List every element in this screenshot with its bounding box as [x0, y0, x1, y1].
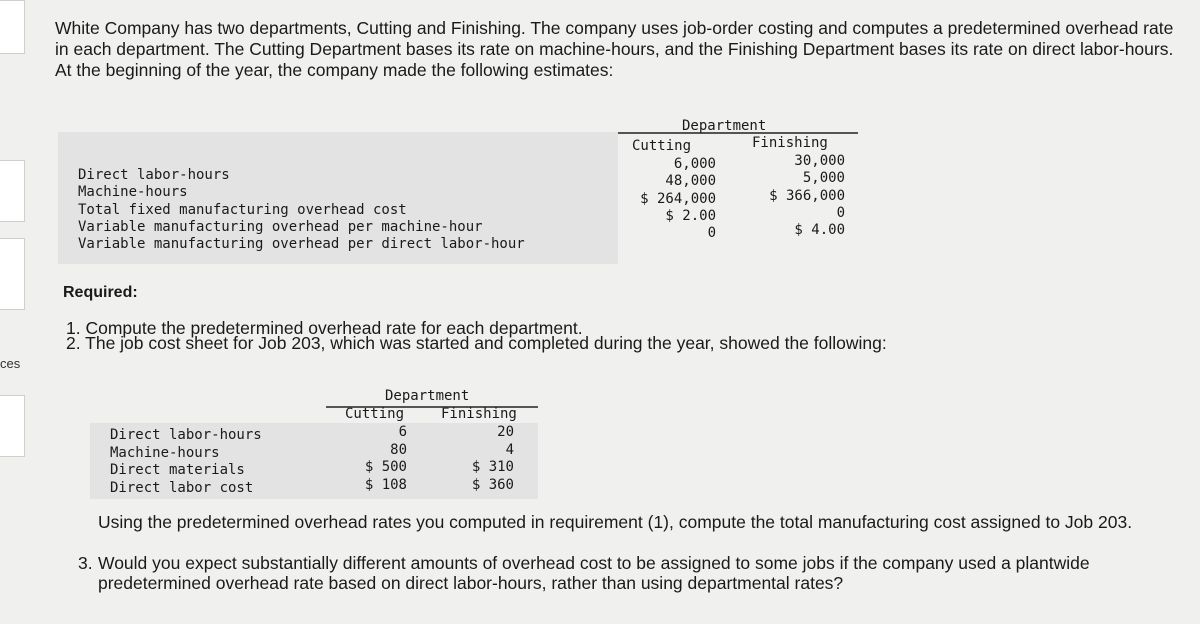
- question-2-continued: Using the predetermined overhead rates you computed in requirement (1), compute the total manufacturing cost assigned to Job 203.: [98, 512, 1133, 532]
- question-2: 2. The job cost sheet for Job 203, which was started and completed during the year, showed the following:: [66, 333, 887, 353]
- estimates-col-cutting: Cutting: [632, 138, 692, 154]
- job-department-header: Department: [385, 388, 470, 404]
- estimates-finishing-values: [769, 153, 845, 239]
- sidebar-edge-card: [0, 160, 25, 222]
- estimates-row-labels: [78, 167, 525, 253]
- estimates-cell: 48,000: [665, 173, 716, 190]
- estimates-department-header: Department: [682, 118, 767, 134]
- estimates-row-label: Variable manufacturing overhead per machine-hour: [78, 218, 483, 235]
- job-cell: 80: [390, 441, 407, 458]
- question-3-number: 3.: [78, 553, 93, 573]
- job-cell: 20: [497, 424, 514, 440]
- job-row-label: Direct materials: [110, 462, 245, 478]
- estimates-row-label: Direct labor-hours: [78, 167, 230, 183]
- estimates-row-label: Total fixed manufacturing overhead cost: [78, 201, 407, 218]
- job-cell: $ 310: [471, 459, 514, 475]
- problem-intro: White Company has two departments, Cutting and Finishing. The company uses job-order costing and computes a predetermined overhead rate in each department. The Cutting Department bases its rate on machine-hours, and the Finishing Department bases its rate on direct labor-hours. At the beginning of the year, the company made the following estimates:: [55, 18, 1174, 80]
- question-3: Would you expect substantially different amounts of overhead cost to be assigned to some jobs if the company used a plantwide predetermined overhead rate based on direct labor-hours, rather than using departmental rates?: [98, 553, 1090, 593]
- estimates-row-label: Machine-hours: [78, 184, 188, 201]
- job-cell: $ 108: [364, 476, 407, 493]
- job-row-label: Machine-hours: [110, 444, 220, 461]
- estimates-cell: 0: [707, 225, 716, 242]
- estimates-cell: 30,000: [794, 153, 845, 169]
- job-row-labels: [110, 427, 262, 497]
- required-heading: Required:: [63, 284, 138, 301]
- job-cell: $ 360: [471, 476, 514, 493]
- job-row-label: Direct labor cost: [110, 479, 254, 496]
- estimates-cell: 5,000: [802, 170, 845, 187]
- estimates-cell: $ 264,000: [640, 190, 716, 207]
- job-cell: $ 500: [364, 459, 407, 475]
- estimates-cutting-values: [640, 156, 716, 242]
- job-row-label: Direct labor-hours: [110, 427, 262, 443]
- estimates-row-label: Variable manufacturing overhead per direct labor-hour: [78, 236, 525, 253]
- estimates-cell: $ 4.00: [794, 222, 845, 239]
- estimates-cell: 6,000: [673, 156, 716, 172]
- job-cutting-values: [365, 424, 407, 494]
- job-cell: 6: [398, 424, 407, 440]
- sidebar-edge-card: [0, 395, 25, 457]
- question-1: 1. Compute the predetermined overhead rate for each department.: [66, 318, 583, 338]
- sidebar-fragment-text: ces: [0, 356, 21, 371]
- sidebar-edge-card: [0, 238, 25, 310]
- estimates-cell: 0: [836, 204, 845, 221]
- job-col-finishing: Finishing: [441, 406, 517, 422]
- estimates-cell: $ 366,000: [769, 187, 845, 204]
- job-finishing-values: [472, 424, 514, 494]
- estimates-cell: $ 2.00: [665, 207, 716, 224]
- estimates-col-finishing: Finishing: [752, 135, 828, 151]
- job-cell: 4: [505, 441, 514, 458]
- job-col-cutting: Cutting: [345, 406, 405, 422]
- sidebar-edge-card: [0, 0, 25, 54]
